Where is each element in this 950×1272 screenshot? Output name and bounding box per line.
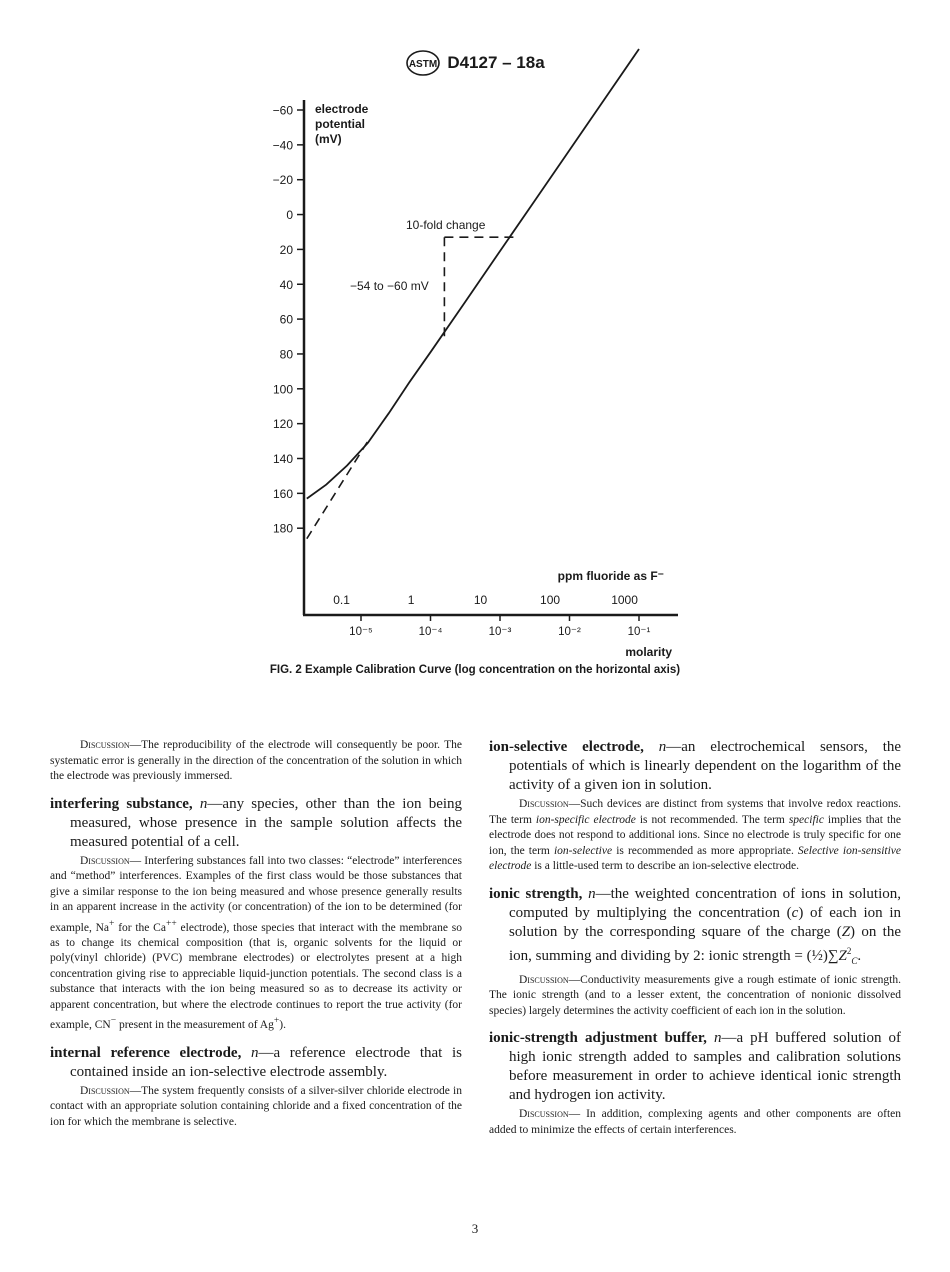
chart-annotations	[350, 218, 514, 342]
molarity-tick-label: 10⁻⁵	[349, 626, 373, 638]
left-column	[50, 738, 462, 1138]
term-internal-reference-electrode: internal reference electrode, n—a reference electrode that is contained inside an ion-selective electrode assembly.	[50, 1044, 462, 1080]
mv-change-label: −54 to −60 mV	[350, 279, 429, 293]
right-column	[489, 738, 901, 1146]
y-tick-label: 40	[279, 277, 293, 292]
y-tick-label: 0	[286, 208, 293, 223]
discussion-internal-reference: Discussion—The system frequently consists of a silver-silver chloride electrode in contact with an appropriate solution containing chloride and a fixed concentration of the ion for which the membrane is selective.	[50, 1084, 462, 1128]
ppm-tick-label: 0.1	[333, 593, 350, 607]
y-axis-label: potential	[315, 117, 365, 131]
y-tick-label: −60	[272, 103, 293, 118]
ppm-tick-label: 100	[540, 593, 561, 607]
y-tick-label: 180	[272, 521, 293, 536]
ppm-tick-label: 1000	[611, 593, 638, 607]
y-tick-label: 140	[272, 452, 293, 466]
discussion-interfering-substance: Discussion— Interfering substances fall into two classes: “electrode” interferences and “method” interferences. Examples of the first class would be those substances that give a similar response to the ion being measured and whose presence generally results in an apparent increase in the activity (or concentration) of the ion to be determined (for example, Na+ for the Ca++ electrode), those species that interact with the membrane so as to change its chemical composition (that is, organic solvents for the liquid or poly(vinyl chloride) (PVC) membrane electrodes) or electrolytes present at a high concentration giving rise to appreciable liquid-junction potentials. The second class is a substance that interacts with the ion being measured so as to decrease its activity or apparent concentration, but where the electrode continues to report the true activity (for example, CN− present in the measurement of Ag+).	[50, 854, 462, 1032]
molarity-axis-label: molarity	[625, 645, 672, 659]
molarity-tick-label: 10⁻⁴	[418, 626, 443, 638]
astm-logo-text: ASTM	[409, 59, 438, 70]
molarity-tick-label: 10⁻²	[558, 626, 581, 638]
y-axis-label: (mV)	[315, 132, 342, 146]
y-axis	[273, 100, 369, 615]
discussion-reproducibility: Discussion—The reproducibility of the electrode will consequently be poor. The systematic error is generally in the direction of the concentration of the solution in which the electrode was previously immersed.	[50, 739, 462, 782]
y-tick-label: 60	[279, 312, 293, 327]
discussion-adjustment-buffer: Discussion— In addition, complexing agents and other components are often added to minimize the effects of certain interferences.	[489, 1108, 901, 1136]
y-tick-label: −20	[272, 173, 293, 188]
y-tick-label: 100	[272, 382, 293, 397]
term-interfering-substance: interfering substance, n—any species, other than the ion being measured, whose presence in the sample solution affects the measured potential of a cell.	[50, 795, 463, 850]
term-ionic-strength: ionic strength, n—the weighted concentration of ions in solution, computed by multiplying the concentration (c) of each ion in solution by the corresponding square of the charge (Z) on the ion, summing and dividing by 2: ionic strength = $(\frac{1}{2})\sum Z^2_C$.	[489, 885, 902, 966]
discussion-ionic-strength: Discussion—Conductivity measurements give a rough estimate of ionic strength. The ionic strength (and to a lesser extent, the concentration of nonionic dissolved species) largely determines the activity coefficient of each ion in the solution.	[489, 973, 901, 1017]
x-axis	[303, 569, 678, 659]
y-axis-label: electrode	[315, 102, 369, 116]
ppm-axis-label: ppm fluoride as F⁻	[557, 569, 664, 583]
extrapolated-dashed-line	[307, 441, 368, 539]
y-tick-label: 160	[272, 486, 293, 501]
figure-caption: FIG. 2 Example Calibration Curve (log concentration on the horizontal axis)	[269, 664, 681, 676]
y-tick-label: −40	[272, 138, 293, 153]
page-number: 3	[471, 1221, 479, 1236]
ppm-tick-label: 10	[473, 593, 488, 607]
term-ionic-strength-adjustment-buffer: ionic-strength adjustment buffer, n—a pH buffered solution of high ionic strength added to samples and calibration solutions before measurement in order to achieve identical ionic strength and hydrogen ion activity.	[489, 1030, 902, 1103]
molarity-tick-label: 10⁻³	[488, 626, 512, 638]
y-tick-label: 120	[272, 417, 293, 432]
ppm-tick-label: 1	[407, 593, 415, 607]
ten-fold-label: 10-fold change	[406, 218, 486, 232]
y-tick-label: 80	[279, 347, 293, 362]
discussion-ion-selective: Discussion—Such devices are distinct from systems that involve redox reactions. The term ion-specific electrode is not recommended. The term specific implies that the electrode does not respond to additional ions. Since no electrode is truly specific for one ion, the term ion-selective is recommended as more appropriate. Selective ion-sensitive electrode is a little-used term to describe an ion-selective electrode.	[489, 798, 901, 872]
document-code: D4127 – 18a	[447, 53, 545, 72]
molarity-tick-label: 10⁻¹	[627, 626, 651, 638]
term-ion-selective-electrode: ion-selective electrode, n—an electrochemical sensors, the potentials of which is linearly dependent on the logarithm of the activity of a given ion in solution.	[489, 739, 902, 793]
y-tick-label: 20	[279, 242, 293, 257]
